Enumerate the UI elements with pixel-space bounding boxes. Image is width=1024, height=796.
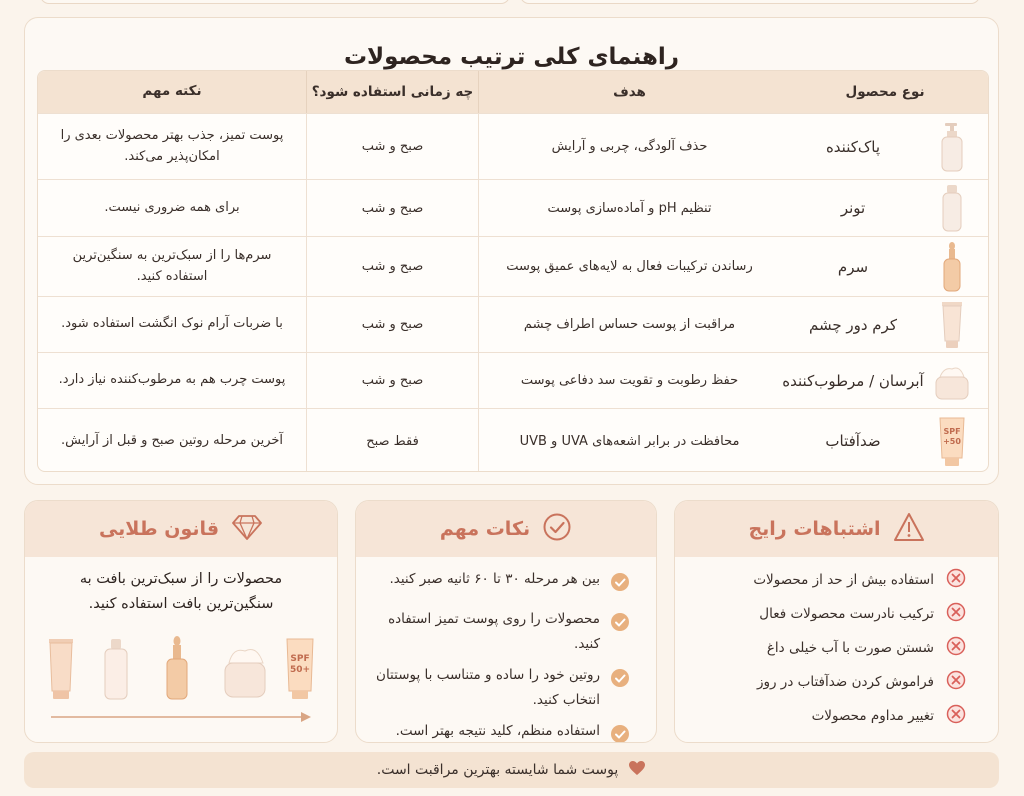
row-goal: تنظیم pH و آماده‌سازی پوست	[478, 180, 780, 236]
table-row	[38, 352, 989, 408]
row-when: صبح و شب	[306, 353, 478, 408]
golden-rule-text: محصولات را از سبک‌ترین بافت به سنگین‌ترین بافت استفاده کنید.	[79, 571, 283, 613]
dropper-bottle-icon	[932, 239, 972, 295]
heart-icon	[628, 760, 646, 780]
tip-text: محصولات را روی پوست تمیز استفاده کنید.	[388, 610, 600, 652]
header-type: نوع محصول	[845, 84, 925, 100]
tips-header	[356, 501, 656, 557]
tips-title: نکات مهم	[439, 518, 531, 540]
guide-title: راهنمای کلی ترتیب محصولات	[343, 44, 680, 70]
cream-jar-icon	[225, 650, 265, 698]
row-goal: حفظ رطوبت و تقویت سد دفاعی پوست	[478, 353, 780, 408]
mistake-text: فراموش کردن ضدآفتاب در روز	[756, 674, 934, 690]
mistake-text: تغییر مداوم محصولات	[811, 708, 934, 724]
diamond-icon	[231, 513, 263, 546]
table-header-row	[38, 71, 989, 113]
table-row	[38, 236, 989, 296]
x-circle-icon	[946, 636, 966, 660]
x-circle-icon	[946, 568, 966, 592]
x-circle-icon	[946, 704, 966, 728]
row-note: آخرین مرحله روتین صبح و قبل از آرایش.	[60, 432, 284, 448]
row-when: صبح و شب	[306, 297, 478, 352]
list-item	[372, 719, 640, 743]
product-order-table	[37, 70, 989, 472]
footer-text: پوست شما شایسته بهترین مراقبت است.	[376, 762, 619, 778]
row-note: برای همه ضروری نیست.	[104, 199, 240, 215]
row-when: صبح و شب	[306, 237, 478, 296]
tip-text: استفاده منظم، کلید نتیجه بهتر است.	[395, 722, 600, 739]
tube-icon	[932, 297, 972, 353]
row-goal: حذف آلودگی، چربی و آرایش	[478, 114, 780, 179]
golden-rule-panel	[24, 500, 338, 743]
sunscreen-tube-icon	[932, 413, 972, 469]
mistake-text: استفاده بیش از حد از محصولات	[753, 572, 934, 588]
table-row	[38, 113, 989, 179]
lineup-spf-label: SPF	[290, 654, 310, 664]
row-note: با ضربات آرام نوک انگشت استفاده شود.	[61, 316, 283, 332]
x-circle-icon	[946, 602, 966, 626]
check-badge-icon	[610, 724, 630, 743]
row-goal: محافظت در برابر اشعه‌های UVA و UVB	[478, 409, 780, 472]
product-order-guide-card	[24, 17, 999, 485]
cream-jar-icon	[932, 353, 972, 409]
sunscreen-spf-value: 50+	[943, 437, 961, 446]
check-circle-icon	[542, 512, 572, 547]
row-when: صبح و شب	[306, 114, 478, 179]
footer-banner	[24, 752, 999, 788]
sunscreen-tube-icon	[287, 639, 313, 699]
table-row	[38, 296, 989, 352]
list-item	[372, 607, 640, 657]
mistake-text: ترکیب نادرست محصولات فعال	[759, 606, 934, 622]
top-card-right-edge	[520, 0, 980, 4]
table-row	[38, 179, 989, 236]
header-goal: هدف	[478, 71, 780, 113]
row-product-name: سرم	[837, 257, 869, 276]
row-when: صبح و شب	[306, 180, 478, 236]
toner-bottle-icon	[105, 639, 127, 699]
row-goal: مراقبت از پوست حساس اطراف چشم	[478, 297, 780, 352]
common-mistakes-panel	[674, 500, 999, 743]
row-goal: رساندن ترکیبات فعال به لایه‌های عمیق پوست	[478, 237, 780, 296]
product-lineup	[47, 635, 317, 703]
list-item	[691, 665, 982, 699]
list-item	[691, 563, 982, 597]
row-note: پوست تمیز، جذب بهتر محصولات بعدی را امکان‌پذیر می‌کند.	[60, 127, 284, 164]
mistakes-title: اشتباهات رایج	[748, 518, 881, 540]
tube-icon	[49, 639, 73, 699]
important-tips-panel	[355, 500, 657, 743]
arrow-right-icon	[49, 709, 315, 723]
top-card-left-edge	[40, 0, 510, 4]
row-product-name: کرم دور چشم	[808, 315, 898, 334]
mistake-text: شستن صورت با آب خیلی داغ	[766, 640, 934, 656]
list-item	[372, 567, 640, 601]
tip-text: بین هر مرحله ۳۰ تا ۶۰ ثانیه صبر کنید.	[389, 571, 600, 587]
row-note: سرم‌ها را از سبک‌ترین به سنگین‌ترین استفاده کنید.	[72, 247, 272, 284]
list-item	[691, 597, 982, 631]
row-note: پوست چرب هم به مرطوب‌کننده نیاز دارد.	[58, 372, 286, 388]
pump-bottle-icon	[932, 119, 972, 175]
sunscreen-spf-label: SPF	[943, 427, 961, 436]
check-badge-icon	[610, 668, 630, 697]
list-item	[691, 631, 982, 665]
list-item	[372, 663, 640, 713]
mistakes-header	[675, 501, 998, 557]
tip-text: روتین خود را ساده و متناسب با پوستتان انتخاب کنید.	[376, 666, 600, 708]
warning-triangle-icon	[893, 512, 925, 547]
golden-rule-title: قانون طلایی	[98, 518, 220, 540]
x-circle-icon	[946, 670, 966, 694]
table-row	[38, 408, 989, 472]
row-when: فقط صبح	[306, 409, 478, 472]
row-product-name: تونر	[840, 199, 866, 217]
row-product-name: پاک‌کننده	[825, 137, 881, 156]
header-note: نکته مهم	[142, 83, 202, 100]
list-item	[691, 699, 982, 733]
golden-rule-header	[25, 501, 337, 557]
check-badge-icon	[610, 612, 630, 641]
lineup-spf-value: 50+	[289, 665, 311, 675]
toner-bottle-icon	[932, 180, 972, 236]
check-badge-icon	[610, 572, 630, 601]
row-product-name: ضدآفتاب	[825, 432, 881, 450]
dropper-bottle-icon	[167, 636, 187, 699]
header-when: چه زمانی استفاده شود؟	[306, 71, 478, 113]
row-product-name: آبرسان / مرطوب‌کننده	[782, 371, 924, 390]
